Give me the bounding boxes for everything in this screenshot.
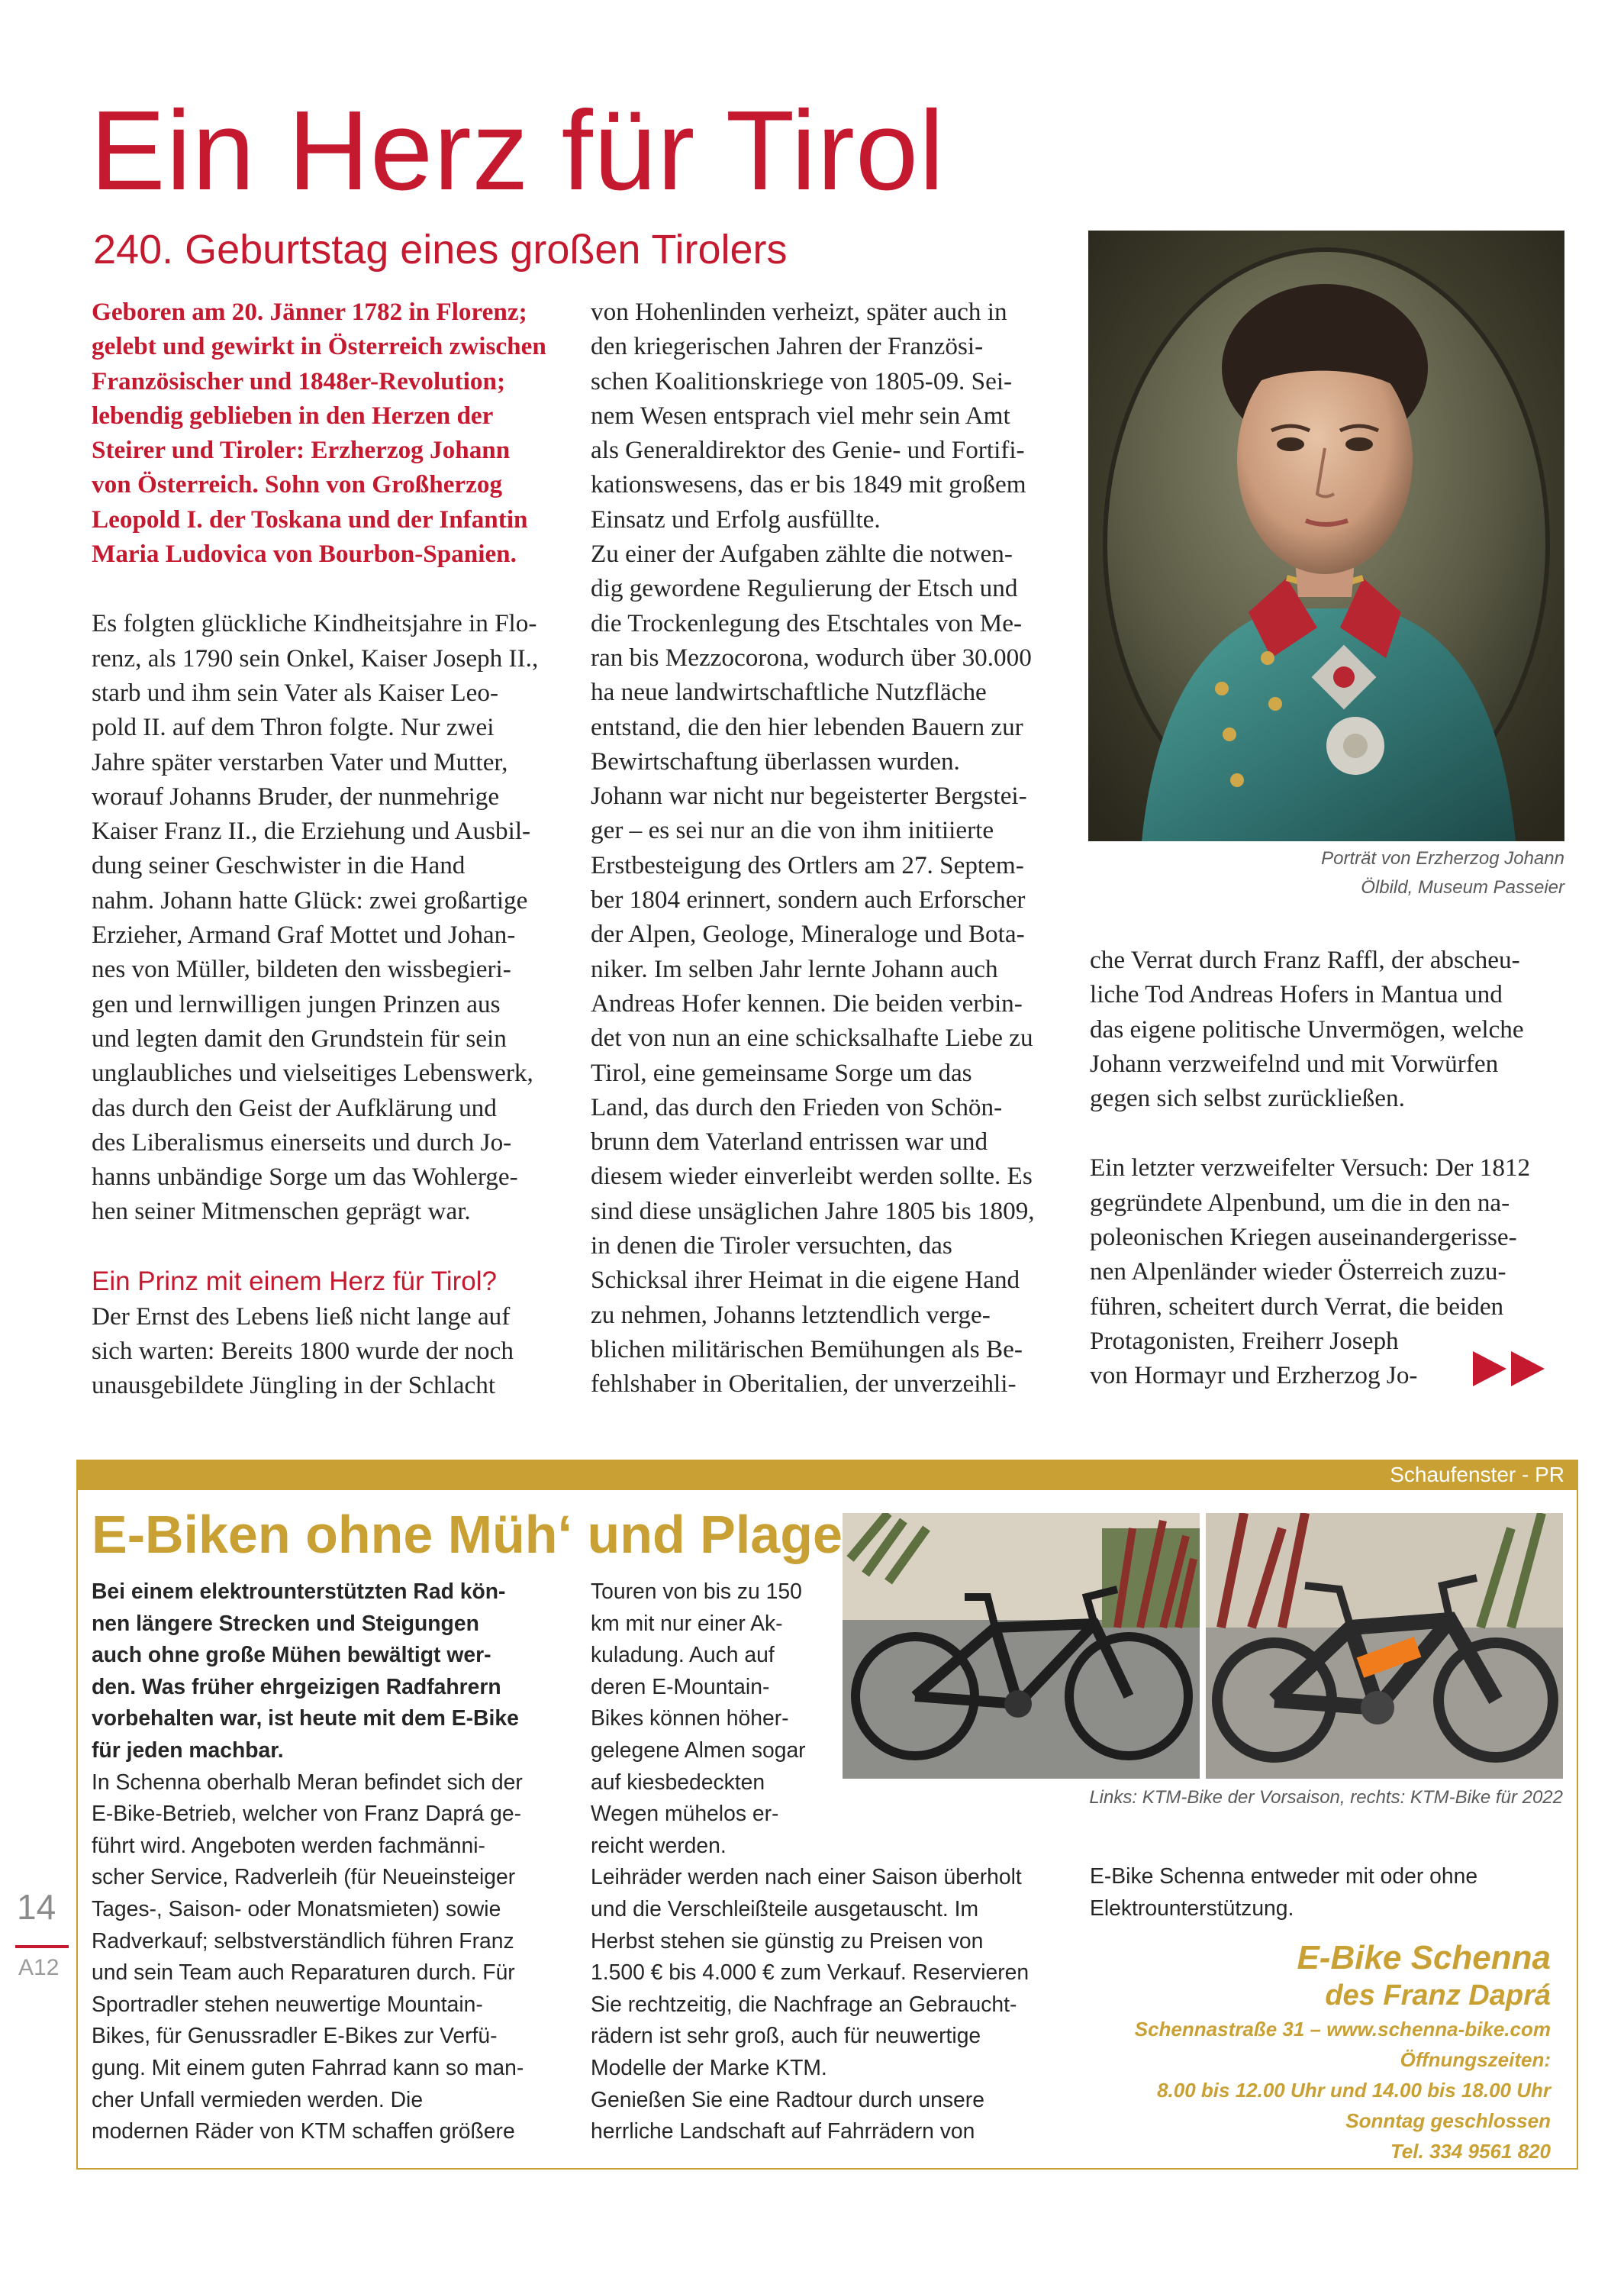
ad-body-line: Bikes können höher-: [591, 1705, 789, 1731]
body-line: Der Ernst des Lebens ließ nicht lange auf: [92, 1302, 511, 1331]
ad-body-line: Modelle der Marke KTM.: [591, 2054, 827, 2079]
ad-body-line: kuladung. Auch auf: [591, 1642, 775, 1667]
body-line: Andreas Hofer kennen. Die beiden verbin-: [591, 989, 1023, 1018]
ad-body-line: Elektrounterstützung.: [1090, 1895, 1294, 1920]
body-line: ran bis Mezzocorona, wodurch über 30.000: [591, 643, 1032, 672]
ad-body-line: 1.500 € bis 4.000 € zum Verkauf. Reservieren: [591, 1960, 1030, 1985]
ad-body-line: Bikes, für Genussradler E-Bikes zur Verfü-: [92, 2023, 498, 2048]
bikes-caption: Links: KTM-Bike der Vorsaison, rechts: KTM-Bike für 2022: [1089, 1787, 1563, 1808]
company-owner: des Franz Daprá: [1325, 1979, 1551, 2012]
article-subheading: Ein Prinz mit einem Herz für Tirol?: [92, 1266, 497, 1296]
body-line: brunn dem Vaterland entrissen war und: [591, 1128, 988, 1157]
lead-line: gelebt und gewirkt in Österreich zwischen: [92, 332, 546, 361]
medal-star: [1326, 717, 1384, 775]
ad-column-1: [92, 1576, 565, 2147]
article-column-3: [1090, 943, 1561, 1393]
ad-body-line: und sein Team auch Reparaturen durch. Für: [92, 1960, 515, 1985]
company-phone[interactable]: Tel. 334 9561 820: [1390, 2140, 1551, 2163]
body-line: in denen die Tiroler versuchten, das: [591, 1231, 952, 1260]
ad-lead-line: den. Was früher ehrgeizigen Radfahrern: [92, 1673, 501, 1699]
ad-body-line: Radverkauf; selbstverständlich führen Franz: [92, 1928, 514, 1953]
ad-body-line: deren E-Mountain-: [591, 1673, 770, 1699]
body-line: ger – es sei nur an die von ihm initiierte: [591, 816, 994, 845]
body-line: sich warten: Bereits 1800 wurde der noch: [92, 1337, 514, 1366]
article-subtitle: 240. Geburtstag eines großen Tirolers: [93, 227, 788, 273]
ad-body-line: gelegene Almen sogar: [591, 1737, 806, 1762]
body-line: sind diese unsäglichen Jahre 1805 bis 1809,: [591, 1196, 1035, 1225]
portrait-caption: [1088, 844, 1564, 902]
body-line: der Alpen, Geologe, Mineraloge und Bota-: [591, 920, 1025, 949]
body-line: zu nehmen, Johanns letztendlich verge-: [591, 1300, 991, 1329]
ad-lead-line: nen längere Strecken und Steigungen: [92, 1610, 479, 1635]
body-line: nem Wesen entsprach viel mehr sein Amt: [591, 401, 1010, 430]
body-line: das eigene politische Unvermögen, welche: [1090, 1015, 1524, 1044]
ad-lead-line: für jeden machbar.: [92, 1737, 284, 1762]
body-line: gen und lernwilligen jungen Prinzen aus: [92, 989, 501, 1018]
body-line: Johann verzweifelnd und mit Vorwürfen: [1090, 1049, 1499, 1078]
caption-line: Porträt von Erzherzog Johann: [1321, 848, 1564, 869]
body-line: det von nun an eine schicksalhafte Liebe zu: [591, 1024, 1033, 1053]
ad-lead-line: Bei einem elektrounterstützten Rad kön-: [92, 1579, 506, 1603]
ad-body-line: E-Bike-Betrieb, welcher von Franz Daprá ge-: [92, 1801, 522, 1826]
bike-photo-left: [843, 1513, 1200, 1779]
advertisement-tag: Schaufenster - PR: [1390, 1463, 1564, 1486]
body-line: gegen sich selbst zurückließen.: [1090, 1084, 1405, 1113]
ad-body-line: modernen Räder von KTM schaffen größere: [92, 2118, 515, 2144]
body-line: führen, scheitert durch Verrat, die beiden: [1090, 1292, 1504, 1321]
body-line: unglaubliches und vielseitiges Lebenswerk,: [92, 1059, 533, 1088]
body-line: Zu einer der Aufgaben zählte die notwen-: [591, 540, 1013, 569]
ad-body-line: Leihräder werden nach einer Saison überholt: [591, 1864, 1022, 1889]
page-number: 14: [17, 1887, 56, 1927]
company-address[interactable]: Schennastraße 31 – www.schenna-bike.com: [1134, 2018, 1551, 2041]
body-line: nahm. Johann hatte Glück: zwei großartige: [92, 886, 528, 915]
ad-body-line: km mit nur einer Ak-: [591, 1610, 783, 1635]
body-line: Tirol, eine gemeinsame Sorge um das: [591, 1058, 972, 1087]
advertisement-title: E-Biken ohne Müh‘ und Plage: [92, 1505, 843, 1564]
body-line: hen seiner Mitmenschen geprägt war.: [92, 1197, 471, 1226]
caption-line: Ölbild, Museum Passeier: [1361, 877, 1564, 898]
ad-body-line: und die Verschleißteile ausgetauscht. Im: [591, 1895, 979, 1921]
ad-body-line: In Schenna oberhalb Meran befindet sich der: [92, 1769, 523, 1794]
article-column-1: [92, 295, 565, 1403]
lead-line: Steirer und Tiroler: Erzherzog Johann: [92, 436, 511, 465]
lead-line: Maria Ludovica von Bourbon-Spanien.: [92, 540, 517, 569]
company-hours-label: Öffnungszeiten:: [1400, 2048, 1551, 2071]
body-line: Jahre später verstarben Vater und Mutter,: [92, 747, 508, 776]
body-line: poleonischen Kriegen auseinandergerisse-: [1090, 1223, 1517, 1252]
body-line: diesem wieder einverleibt werden sollte. Es: [591, 1162, 1033, 1191]
company-contact-block: [1084, 1939, 1551, 2166]
body-line: Es folgten glückliche Kindheitsjahre in Flo-: [92, 609, 537, 638]
ad-body-line: Touren von bis zu 150: [591, 1579, 802, 1603]
body-line: Einsatz und Erfolg ausfüllte.: [591, 505, 881, 534]
body-line: ha neue landwirtschaftliche Nutzfläche: [591, 678, 987, 707]
ad-lead-line: vorbehalten war, ist heute mit dem E-Bike: [92, 1705, 519, 1731]
lead-line: Geboren am 20. Jänner 1782 in Florenz;: [92, 298, 527, 326]
body-line: gegründete Alpenbund, um die in den na-: [1090, 1188, 1510, 1217]
body-line: entstand, die den hier lebenden Bauern zur: [591, 712, 1023, 741]
body-line: kationswesens, das er bis 1849 mit großem: [591, 470, 1026, 499]
body-line: Ein letzter verzweifelter Versuch: Der 1812: [1090, 1153, 1531, 1182]
article-title: Ein Herz für Tirol: [90, 88, 946, 214]
page-number-rule: [15, 1945, 69, 1948]
body-line: dig gewordene Regulierung der Etsch und: [591, 574, 1018, 603]
ad-body-line: cher Unfall vermieden werden. Die: [92, 2086, 424, 2112]
body-line: Schicksal ihrer Heimat in die eigene Hand: [591, 1266, 1020, 1295]
bike-photo-right: [1206, 1513, 1563, 1779]
body-line: Protagonisten, Freiherr Joseph: [1090, 1326, 1399, 1355]
body-line: Erstbesteigung des Ortlers am 27. Septem-: [591, 850, 1024, 879]
ad-body-line: scher Service, Radverleih (für Neueinsteiger: [92, 1864, 516, 1889]
body-line: niker. Im selben Jahr lernte Johann auch: [591, 954, 998, 983]
body-line: des Liberalismus einerseits und durch Jo-: [92, 1128, 512, 1157]
company-closed: Sonntag geschlossen: [1345, 2109, 1551, 2132]
ad-body-line: rädern ist sehr groß, auch für neuwertige: [591, 2023, 981, 2048]
company-name: E-Bike Schenna: [1297, 1939, 1551, 1976]
ad-body-line: reicht werden.: [591, 1832, 727, 1857]
ad-body-line: gung. Mit einem guten Fahrrad kann so man-: [92, 2054, 524, 2079]
lead-line: von Österreich. Sohn von Großherzog: [92, 470, 503, 499]
body-line: von Hohenlinden verheizt, später auch in: [591, 298, 1007, 326]
body-line: den kriegerischen Jahren der Französi-: [591, 332, 984, 361]
article-lead: [92, 295, 565, 571]
ad-body-line: Sie rechtzeitig, die Nachfrage an Gebraucht-: [591, 1991, 1017, 2016]
lead-line: Französischer und 1848er-Revolution;: [92, 366, 506, 395]
body-line: die Trockenlegung des Etschtales von Me-: [591, 608, 1023, 637]
continue-arrows-icon: [1473, 1351, 1546, 1386]
body-line: hanns unbändige Sorge um das Wohlerge-: [92, 1163, 518, 1192]
body-line: von Hormayr und Erzherzog Jo-: [1090, 1361, 1418, 1390]
body-line: renz, als 1790 sein Onkel, Kaiser Joseph II.,: [92, 644, 539, 673]
body-line: Bewirtschaftung überlassen wurden.: [591, 747, 960, 776]
article-body-part-1: [92, 606, 565, 1228]
body-line: als Generaldirektor des Genie- und Fortifi-: [591, 436, 1025, 465]
ad-body-line: Sportradler stehen neuwertige Mountain-: [92, 1991, 483, 2016]
ad-lead: [92, 1576, 565, 1766]
ad-body-line: Herbst stehen sie günstig zu Preisen von: [591, 1928, 984, 1953]
body-line: Kaiser Franz II., die Erziehung und Ausbil-: [92, 817, 531, 846]
body-line: Erzieher, Armand Graf Mottet und Johan-: [92, 921, 516, 950]
body-line: dung seiner Geschwister in die Hand: [92, 851, 466, 880]
ad-body-line: auf kiesbedeckten: [591, 1769, 765, 1794]
body-line: nes von Müller, bildeten den wissbegieri-: [92, 955, 511, 984]
advertisement-header-bar: [76, 1460, 1578, 1490]
article-column-2: [591, 295, 1062, 1402]
body-line: und legten damit den Grundstein für sein: [92, 1024, 507, 1053]
body-line: Land, das durch den Frieden von Schön-: [591, 1092, 1003, 1121]
body-line: unausgebildete Jüngling in der Schlacht: [92, 1371, 496, 1400]
body-line: blichen militärischen Bemühungen als Be-: [591, 1334, 1023, 1363]
lead-line: Leopold I. der Toskana und der Infantin: [92, 505, 528, 534]
body-line: starb und ihm sein Vater als Kaiser Leo-: [92, 678, 499, 707]
page-reference: A12: [18, 1955, 60, 1980]
body-line: che Verrat durch Franz Raffl, der abscheu-: [1090, 946, 1520, 974]
body-line: fehlshaber in Oberitalien, der unverzeihli-: [591, 1370, 1017, 1399]
body-line: Johann war nicht nur begeisterter Bergstei-: [591, 782, 1027, 811]
body-line: pold II. auf dem Thron folgte. Nur zwei: [92, 713, 495, 742]
ad-body-line: führt wird. Angeboten werden fachmänni-: [92, 1832, 485, 1857]
portrait-image: [1088, 231, 1564, 841]
ad-body-line: Tages-, Saison- oder Monatsmieten) sowie: [92, 1895, 501, 1921]
body-line: nen Alpenländer wieder Österreich zuzu-: [1090, 1257, 1506, 1286]
ad-body-line: Wegen mühelos er-: [591, 1801, 779, 1826]
body-line: worauf Johanns Bruder, der nunmehrige: [92, 782, 500, 811]
body-line: liche Tod Andreas Hofers in Mantua und: [1090, 980, 1503, 1009]
ad-lead-line: auch ohne große Mühen bewältigt wer-: [92, 1642, 491, 1667]
body-line: ber 1804 erinnert, sondern auch Erforscher: [591, 886, 1026, 915]
ad-column-3: [1090, 1860, 1563, 1924]
lead-line: lebendig geblieben in den Herzen der: [92, 401, 494, 430]
body-line: schen Koalitionskriege von 1805-09. Sei-: [591, 366, 1013, 395]
ad-body-line: Genießen Sie eine Radtour durch unsere: [591, 2086, 984, 2112]
body-line: das durch den Geist der Aufklärung und: [92, 1093, 497, 1122]
ad-body-line: E-Bike Schenna entweder mit oder ohne: [1090, 1863, 1478, 1888]
company-hours: 8.00 bis 12.00 Uhr und 14.00 bis 18.00 Uhr: [1157, 2079, 1551, 2102]
ad-body-line: herrliche Landschaft auf Fahrrädern von: [591, 2118, 975, 2144]
